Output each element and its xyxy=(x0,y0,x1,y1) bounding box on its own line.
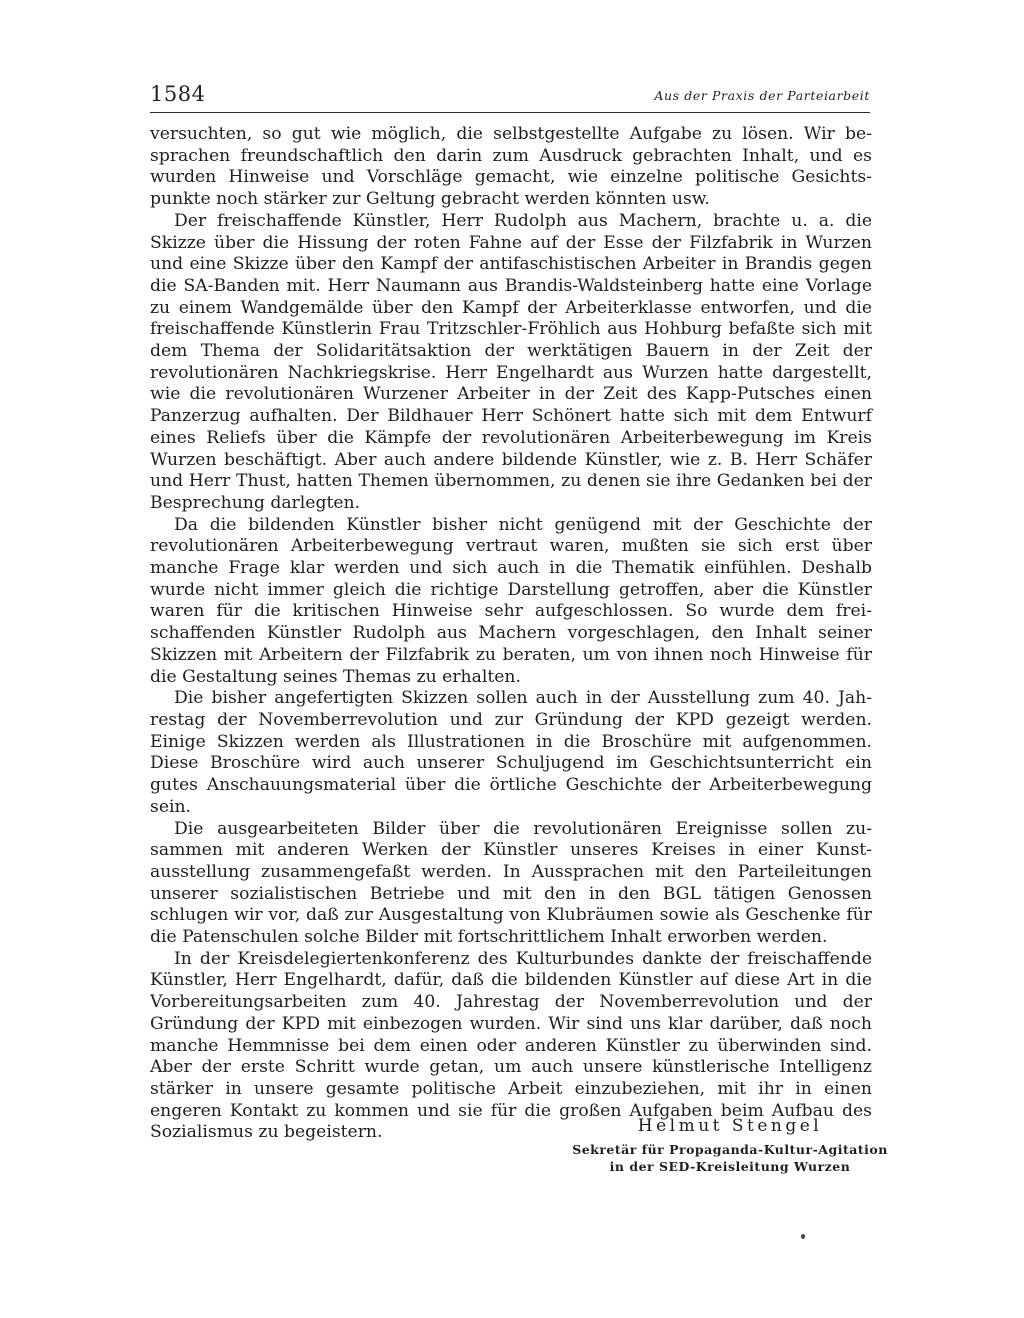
paragraph: In der Kreisdelegiertenkonferenz des Kulturbundes dankte der freischaffende Künstler, Herr Engelhardt, dafür, daß die bildenden Künstler auf diese Art in die Vorbereitungsarbeiten zum 40. Jahrestag der Novemberrevolution und der Gründung der KPD mit einbezogen wurden. Wir sind uns klar darüber, daß noch manche Hemmnisse bei dem einen oder anderen Künstler zu überwinden sind. Aber der erste Schritt wurde getan, um auch unsere künstlerische Intelligenz stärker in unsere gesamte politische Arbeit einzubeziehen, mit ihr in einen engeren Kontakt zu kommen und sie für die großen Aufgaben beim Aufbau des Sozialismus zu begeistern. xyxy=(150,948,872,1143)
author-organization: in der SED-Kreisleitung Wurzen xyxy=(609,1159,851,1174)
paragraph: versuchten, so gut wie möglich, die selbstgestellte Aufgabe zu lösen. Wir besprachen freundschaftlich den darin zum Ausdruck gebrachten Inhalt, und es wurden Hinweise und Vorschläge gemacht, wie einzelne politische Gesichtspunkte noch stärker zur Geltung gebracht werden könnten usw. xyxy=(150,124,872,210)
page-number: 1584 xyxy=(150,82,206,106)
print-speck xyxy=(801,1234,805,1239)
article-body xyxy=(150,124,872,1144)
author-name: Helmut Stengel xyxy=(637,1116,823,1136)
paragraph: Der freischaffende Künstler, Herr Rudolph aus Machern, brachte u. a. die Skizze über die Hissung der roten Fahne auf der Esse der Filzfabrik in Wurzen und eine Skizze über den Kampf der antifaschistischen Arbeiter in Brandis gegen die SA-Banden mit. Herr Naumann aus Brandis-Waldsteinberg hatte eine Vorlage zu einem Wandgemälde über den Kampf der Arbeiterklasse entworfen, und die freischaffende Künstlerin Frau Tritzschler-Fröhlich aus Hohburg befaßte sich mit dem Thema der Solidaritätsaktion der werktätigen Bauern in der Zeit der revolutionären Nachkriegskrise. Herr Engelhardt aus Wurzen hatte dargestellt, wie die revolutionären Wurzener Arbeiter in der Zeit des Kapp-Putsches einen Panzerzug aufhalten. Der Bildhauer Herr Schönert hatte sich mit dem Entwurf eines Reliefs über die Kämpfe der revolutionären Arbeiterbewegung im Kreis Wurzen beschäftigt. Aber auch andere bildende Künstler, wie z. B. Herr Schäfer und Herr Thust, hatten Themen übernommen, zu denen sie ihre Gedanken bei der Besprechung darlegten. xyxy=(150,210,872,513)
signature-block xyxy=(560,1116,900,1174)
running-head: Aus der Praxis der Parteiarbeit xyxy=(654,88,870,103)
paragraph: Da die bildenden Künstler bisher nicht genügend mit der Geschichte der revolutionären Arbeiterbewegung vertraut waren, mußten sie sich erst über manche Frage klar werden und sich auch in die Thematik einfühlen. Deshalb wurde nicht immer gleich die richtige Darstellung getroffen, aber die Künstler waren für die kritischen Hinweise sehr aufgeschlossen. So wurde dem freischaffenden Künstler Rudolph aus Machern vorgeschlagen, den Inhalt seiner Skizzen mit Arbeitern der Filzfabrik zu beraten, um von ihnen noch Hinweise für die Gestaltung seines Themas zu erhalten. xyxy=(150,514,872,687)
paragraph: Die ausgearbeiteten Bilder über die revolutionären Ereignisse sollen zusammen mit anderen Werken der Künstler unseres Kreises in einer Kunstausstellung zusammengefaßt werden. In Aussprachen mit den Parteileitungen unserer sozialistischen Betriebe und mit den in den BGL tätigen Genossen schlugen wir vor, daß zur Ausgestaltung von Klubräumen sowie als Geschenke für die Patenschulen solche Bilder mit fortschrittlichem Inhalt erworben werden. xyxy=(150,818,872,948)
paragraph: Die bisher angefertigten Skizzen sollen auch in der Ausstellung zum 40. Jahrestag der Novemberrevolution und zur Gründung der KPD gezeigt werden. Einige Skizzen werden als Illustrationen in die Broschüre mit aufgenommen. Diese Broschüre wird auch unserer Schuljugend im Geschichtsunterricht ein gutes Anschauungsmaterial über die örtliche Geschichte der Arbeiterbewegung sein. xyxy=(150,688,872,817)
page-header xyxy=(150,82,870,113)
author-role: Sekretär für Propaganda-Kultur-Agitation xyxy=(572,1142,888,1157)
